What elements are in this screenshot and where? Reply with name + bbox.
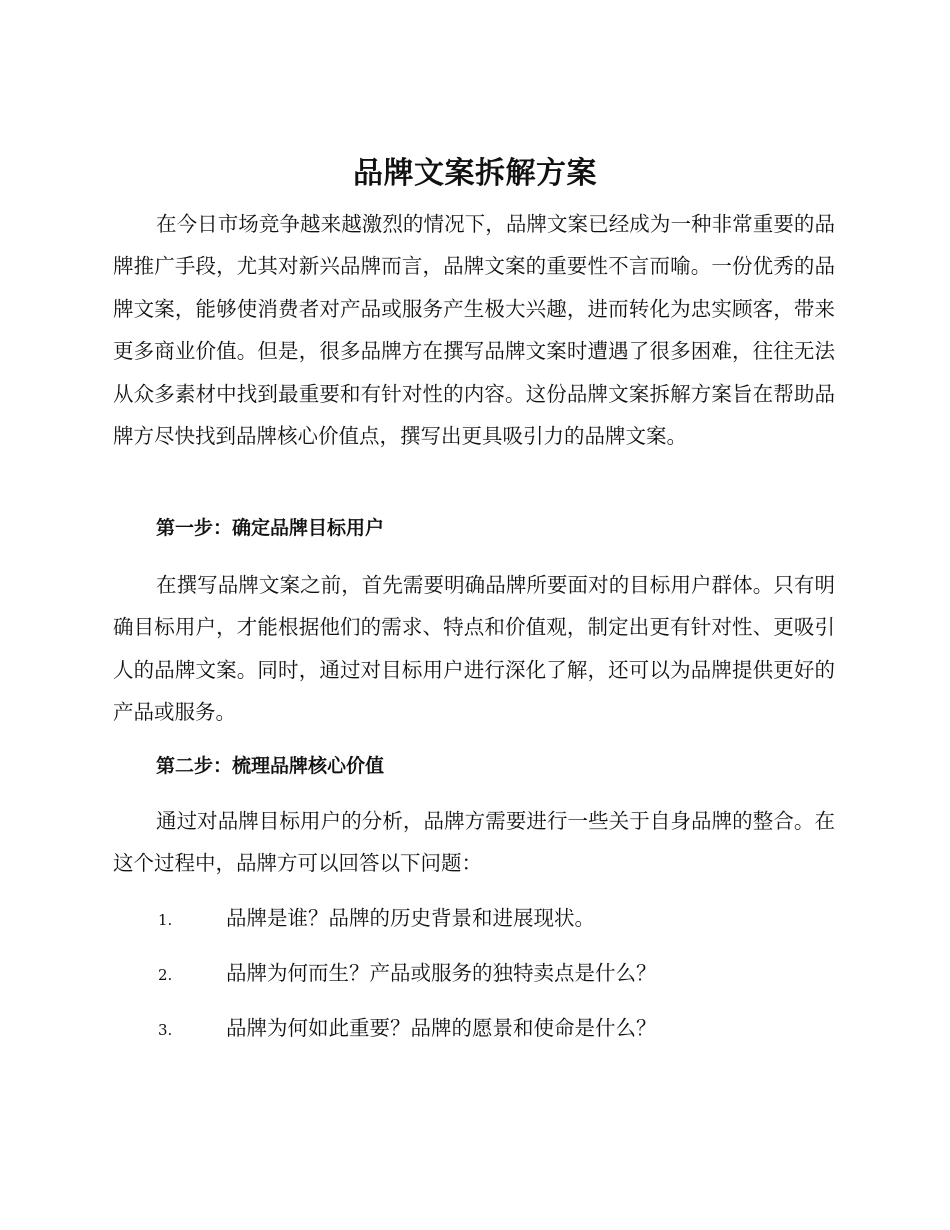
list-text: 品牌为何而生？产品或服务的独特卖点是什么？ [226,961,657,985]
section-body-step-1: 在撰写品牌文案之前，首先需要明确品牌所要面对的目标用户群体。只有明确目标用户，才能根据他们的需求、特点和价值观，制定出更有针对性、更吸引人的品牌文案。同时，通过对目标用户进行深化了解，还可以为品牌提供更好的产品或服务。 [113,573,835,725]
section-heading-step-1: 第一步：确定品牌目标用户 [156,517,385,539]
list-number: 3. [158,1021,173,1039]
list-text: 品牌是谁？品牌的历史背景和进展现状。 [226,906,595,930]
section-body-step-2: 通过对品牌目标用户的分析，品牌方需要进行一些关于自身品牌的整合。在这个过程中，品牌方可以回答以下问题： [113,809,835,876]
section-heading-step-2: 第二步：梳理品牌核心价值 [156,755,385,777]
list-item [158,958,838,990]
list-number: 2. [158,966,173,984]
intro-paragraph: 在今日市场竞争越来越激烈的情况下，品牌文案已经成为一种非常重要的品牌推广手段，尤其对新兴品牌而言，品牌文案的重要性不言而喻。一份优秀的品牌文案，能够使消费者对产品或服务产生极大兴趣，进而转化为忠实顾客，带来更多商业价值。但是，很多品牌方在撰写品牌文案时遭遇了很多困难，往往无法从众多素材中找到最重要和有针对性的内容。这份品牌文案拆解方案旨在帮助品牌方尽快找到品牌核心价值点，撰写出更具吸引力的品牌文案。 [113,212,835,449]
document-title: 品牌文案拆解方案 [353,156,597,191]
list-item [158,1013,838,1045]
list-number: 1. [158,911,173,929]
list-text: 品牌为何如此重要？品牌的愿景和使命是什么？ [226,1016,657,1040]
list-item [158,903,838,935]
